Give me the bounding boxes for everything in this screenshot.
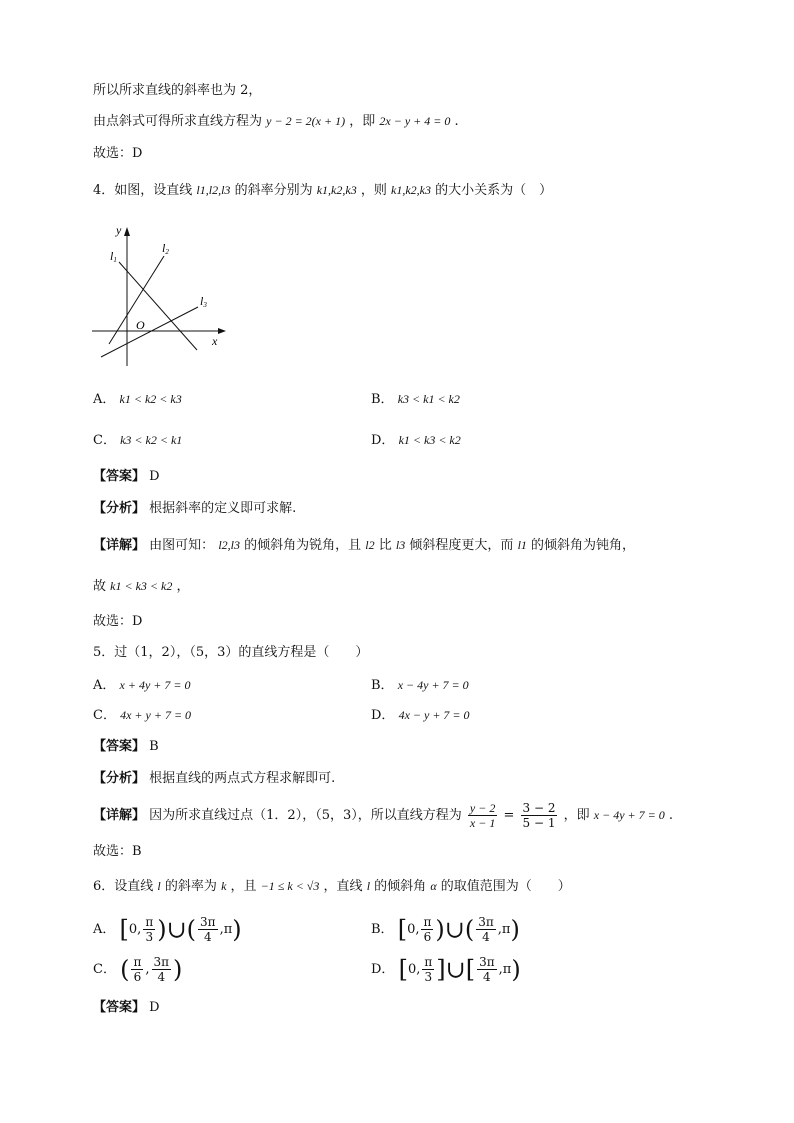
equation: x − 4y + 7 = 0 — [593, 808, 665, 822]
option-letter: C． — [93, 433, 116, 448]
fraction — [131, 955, 143, 984]
fraction-denominator: 4 — [157, 970, 166, 984]
question-text: 4．如图，设直线 — [93, 183, 193, 198]
question-text: 的取值范围为（ ） — [440, 879, 571, 894]
punct: . — [454, 114, 459, 129]
q4-stem — [93, 181, 552, 200]
fraction-numerator: 3π — [479, 955, 495, 969]
fraction — [422, 955, 434, 984]
interval-end: ,π — [498, 962, 512, 977]
q5-analysis — [93, 770, 335, 788]
punct: ， — [176, 579, 190, 594]
analysis-text: 根据斜率的定义即可求解. — [149, 501, 297, 516]
label-l3: l3 — [200, 294, 207, 309]
answer-text: 故选：D — [93, 146, 143, 161]
fraction-denominator: 3 — [424, 970, 433, 984]
q6-option-c[interactable] — [93, 953, 182, 987]
interval-start: 0, — [128, 922, 142, 937]
detail-text: 的倾斜角为钝角， — [531, 538, 636, 553]
bracket: ) — [510, 915, 520, 944]
fraction-numerator: 3 − 2 — [522, 801, 556, 815]
q4-option-c[interactable] — [93, 431, 182, 450]
option-letter: A． — [93, 392, 116, 407]
line-name: l1 — [517, 538, 527, 552]
answer-text: 故选：D — [93, 614, 143, 629]
question-text: ，则 — [360, 183, 387, 198]
option-letter: B． — [371, 678, 394, 693]
q4-conclusion — [93, 577, 190, 596]
option-letter: C． — [93, 708, 116, 723]
option-letter: B． — [371, 392, 394, 407]
option-text: k3 < k2 < k1 — [120, 433, 183, 447]
fraction — [421, 915, 433, 944]
option-text: 4x − y + 7 = 0 — [398, 708, 470, 722]
question-text: 的斜率为 — [164, 879, 217, 894]
fraction-numerator: π — [424, 955, 433, 969]
slope-names: k1,k2,k3 — [391, 183, 431, 197]
intro-answer — [93, 145, 142, 163]
option-letter: A． — [93, 678, 116, 693]
line-name: l — [366, 879, 371, 893]
intro-text: 所以所求直线的斜率也为 2， — [93, 83, 262, 98]
option-text: x + 4y + 7 = 0 — [119, 678, 191, 692]
answer-value: D — [149, 469, 160, 484]
fraction — [521, 801, 558, 830]
answer-tag: 【答案】 — [93, 469, 146, 484]
label-x: x — [212, 334, 218, 348]
bracket: [ — [119, 915, 129, 944]
inequality: −1 ≤ k < √3 — [260, 879, 320, 893]
option-letter: A． — [93, 922, 116, 937]
alpha-symbol: α — [430, 879, 437, 893]
q5-final — [93, 843, 142, 861]
interval-union: )∪( — [435, 915, 475, 944]
detail-text: 因为所求直线过点（1．2），（5，3），所以直线方程为 — [149, 808, 462, 823]
slope-names: k1,k2,k3 — [316, 183, 357, 197]
q4-option-a[interactable] — [93, 390, 182, 409]
option-text: k3 < k1 < k2 — [397, 392, 460, 406]
q5-detail — [93, 800, 673, 831]
fraction-denominator: 3 — [145, 930, 154, 944]
fraction — [476, 915, 496, 944]
fraction-denominator: x − 1 — [469, 816, 496, 830]
intro-text: 由点斜式可得所求直线方程为 — [93, 114, 263, 129]
label-l1: l1 — [110, 249, 117, 264]
answer-value: B — [149, 739, 159, 754]
detail-tag: 【详解】 — [93, 808, 146, 823]
equation: 2x − y + 4 = 0 — [379, 114, 451, 128]
detail-text: 比 — [378, 538, 392, 553]
q4-figure — [90, 220, 230, 368]
bracket: ) — [232, 915, 242, 944]
question-text: 的大小关系为（ ） — [435, 183, 553, 198]
q4-final — [93, 613, 142, 631]
label-origin: O — [136, 318, 145, 332]
fraction-numerator: π — [423, 915, 432, 929]
fraction-denominator: 4 — [203, 930, 212, 944]
q6-stem — [93, 877, 571, 896]
option-text: 4x + y + 7 = 0 — [120, 708, 192, 722]
option-letter: B． — [371, 922, 394, 937]
equation: y − 2 = 2(x + 1) — [266, 114, 346, 128]
y-axis-arrow — [124, 227, 130, 236]
interval-end: ,π — [219, 922, 233, 937]
interval-union: )∪( — [157, 915, 197, 944]
detail-text: 故 — [93, 579, 107, 594]
equals-sign: = — [503, 808, 515, 823]
option-letter: C． — [93, 962, 116, 977]
line-name: l3 — [395, 538, 406, 552]
detail-text: 倾斜程度更大，而 — [409, 538, 514, 553]
option-text: k1 < k2 < k3 — [119, 392, 182, 406]
q5-option-c[interactable] — [93, 706, 191, 725]
detail-text: ，即 — [563, 808, 590, 823]
intro-line-1 — [93, 82, 261, 100]
question-text: 6．设直线 — [93, 879, 154, 894]
answer-tag: 【答案】 — [93, 739, 146, 754]
analysis-text: 根据直线的两点式方程求解即可. — [149, 771, 336, 786]
bracket: ) — [173, 955, 183, 984]
q6-option-b[interactable] — [371, 913, 520, 947]
q4-option-d[interactable] — [371, 431, 461, 450]
fraction-numerator: π — [145, 915, 154, 929]
option-text: x − 4y + 7 = 0 — [397, 678, 469, 692]
line-name: l2 — [365, 538, 375, 552]
bracket: ) — [511, 955, 521, 984]
q4-analysis — [93, 500, 296, 518]
answer-text: 故选：B — [93, 844, 142, 859]
fraction — [477, 955, 497, 984]
q4-option-b[interactable] — [371, 390, 460, 409]
option-letter: D． — [371, 433, 395, 448]
question-text: 的斜率分别为 — [234, 183, 313, 198]
fraction-numerator: 3π — [200, 915, 216, 929]
fraction — [468, 801, 497, 830]
fraction-denominator: 5 − 1 — [522, 816, 556, 830]
detail-tag: 【详解】 — [93, 538, 146, 553]
option-text: k1 < k3 < k2 — [398, 433, 461, 447]
fraction-denominator: 6 — [423, 930, 432, 944]
option-letter: D． — [371, 962, 395, 977]
bracket: [ — [397, 915, 408, 944]
intro-line-2 — [93, 112, 459, 131]
interval-start: 0, — [407, 962, 421, 977]
q6-option-d[interactable] — [371, 953, 521, 987]
fraction-denominator: 4 — [482, 930, 490, 944]
question-text: ，直线 — [323, 879, 363, 894]
intro-text: ，即 — [349, 114, 376, 129]
interval-separator: , — [145, 962, 150, 977]
q5-option-a[interactable] — [93, 676, 190, 695]
answer-value: D — [149, 1000, 160, 1015]
option-letter: D． — [371, 708, 395, 723]
detail-text: 由图可知： — [149, 538, 215, 553]
question-text: 的倾斜角 — [374, 879, 427, 894]
interval-end: ,π — [497, 922, 511, 937]
question-text: 5．过（1，2），（5，3）的直线方程是（ ） — [93, 645, 369, 660]
label-y: y — [116, 223, 122, 237]
analysis-tag: 【分析】 — [93, 501, 146, 516]
line-names: l2,l3 — [218, 538, 240, 552]
bracket: ( — [120, 955, 130, 984]
fraction — [143, 915, 155, 944]
answer-tag: 【答案】 — [93, 1000, 146, 1015]
q5-option-b[interactable] — [371, 676, 469, 695]
q4-detail — [93, 536, 635, 555]
punct: . — [668, 808, 673, 823]
line-l3 — [101, 307, 198, 357]
q5-answer — [93, 738, 159, 756]
fraction-numerator: y − 2 — [469, 801, 496, 815]
interval-union: ]∪[ — [436, 955, 476, 984]
fraction-numerator: 3π — [153, 955, 170, 969]
slope-name: k — [221, 879, 227, 893]
fraction — [198, 915, 218, 944]
line-l1 — [119, 262, 197, 350]
analysis-tag: 【分析】 — [93, 771, 146, 786]
line-name: l — [157, 879, 161, 893]
equation: k1 < k3 < k2 — [110, 579, 173, 593]
x-axis-arrow — [218, 328, 226, 334]
line-names: l1,l2,l3 — [196, 183, 231, 197]
q6-answer — [93, 999, 160, 1017]
bracket: [ — [398, 955, 408, 984]
detail-text: 的倾斜角为锐角，且 — [244, 538, 362, 553]
q5-stem — [93, 644, 368, 662]
question-text: ，且 — [230, 879, 257, 894]
fraction-numerator: 3π — [478, 915, 494, 929]
q4-answer — [93, 468, 160, 486]
interval-start: 0, — [407, 922, 420, 937]
fraction-denominator: 6 — [133, 970, 142, 984]
fraction-denominator: 4 — [483, 970, 491, 984]
fraction — [152, 955, 172, 984]
q5-option-d[interactable] — [371, 706, 470, 725]
label-l2: l2 — [162, 241, 169, 256]
q6-option-a[interactable] — [93, 913, 242, 947]
fraction-numerator: π — [133, 955, 142, 969]
